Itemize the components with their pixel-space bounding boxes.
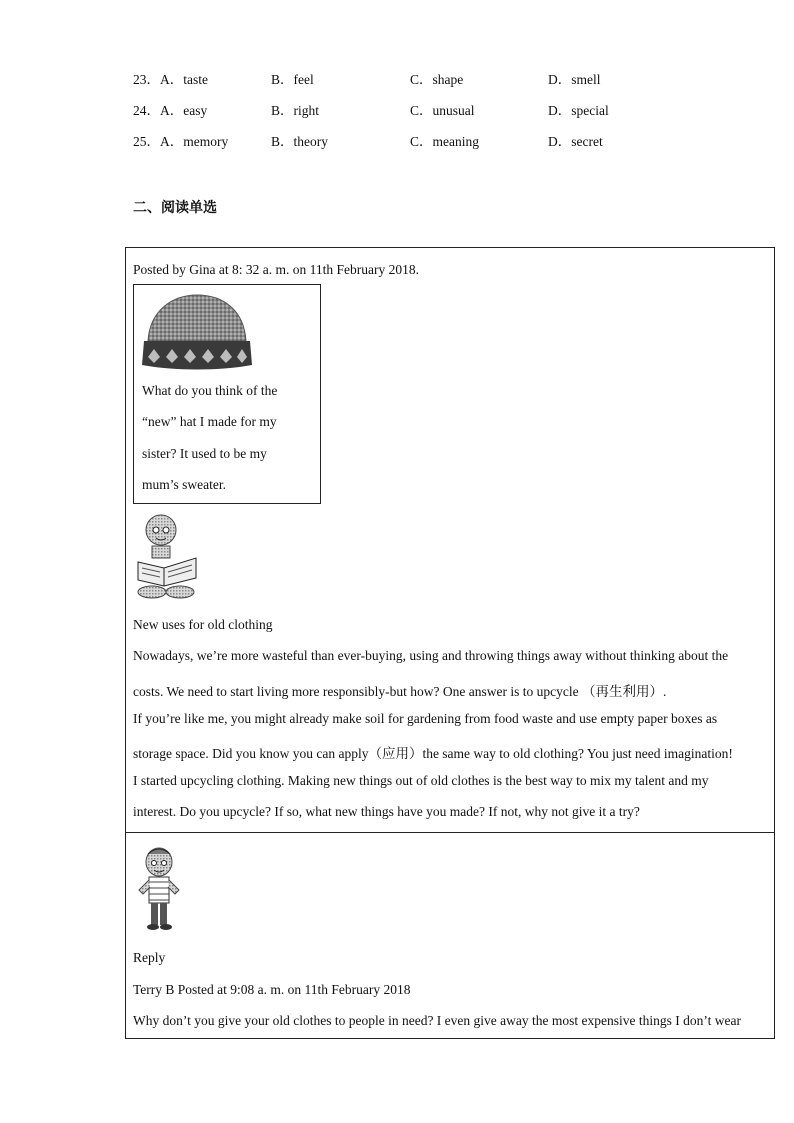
article-title: New uses for old clothing (133, 617, 273, 632)
section-title: 二、阅读单选 (133, 200, 217, 216)
option-a: A．taste (160, 72, 208, 87)
option-a: A．memory (160, 134, 229, 149)
row-divider (126, 832, 774, 833)
article-line: storage space. Did you know you can apply（应用）the same way to old clothing? You just need imagination! (133, 746, 733, 761)
reply-line: Why don’t you give your old clothes to people in need? I even give away the most expensive things I don’t wear (133, 1013, 741, 1028)
option-d: D．secret (548, 134, 603, 149)
hat-caption-line: “new” hat I made for my (142, 414, 277, 429)
article-line: costs. We need to start living more responsibly-but how? One answer is to upcycle （再生利用）. (133, 684, 667, 699)
article-line: If you’re like me, you might already make soil for gardening from food waste and use empty paper boxes as (133, 711, 718, 726)
reply-label: Reply (133, 950, 166, 965)
option-row-25 (0, 130, 794, 150)
hat-caption-line: mum’s sweater. (142, 477, 226, 492)
post-header: Posted by Gina at 8: 32 a. m. on 11th February 2018. (133, 262, 419, 277)
option-a: A．easy (160, 103, 208, 118)
option-b: B．theory (271, 134, 328, 149)
option-b: B．right (271, 103, 320, 118)
question-number: 24． (133, 103, 160, 118)
hat-caption-line: What do you think of the (142, 383, 278, 398)
article-line: interest. Do you upcycle? If so, what new things have you made? If not, why not give it a try? (133, 804, 640, 819)
reply-header: Terry B Posted at 9:08 a. m. on 11th February 2018 (133, 982, 411, 997)
knitted-hat-image (140, 291, 254, 371)
option-b: B．feel (271, 72, 314, 87)
hat-caption-line: sister? It used to be my (142, 446, 267, 461)
question-number: 25． (133, 134, 160, 149)
option-d: D．smell (548, 72, 601, 87)
option-row-24 (0, 99, 794, 119)
hat-caption-box (133, 284, 321, 504)
question-number: 23． (133, 72, 160, 87)
option-row-23 (0, 68, 794, 88)
article-line: Nowadays, we’re more wasteful than ever-buying, using and throwing things away without thinking about the (133, 648, 729, 663)
option-c: C．shape (410, 72, 464, 87)
option-c: C．unusual (410, 103, 475, 118)
reading-passage-table (125, 247, 775, 1039)
standing-boy-image (136, 846, 182, 932)
article-line: I started upcycling clothing. Making new things out of old clothes is the best way to mix my talent and my (133, 773, 709, 788)
option-d: D．special (548, 103, 609, 118)
option-c: C．meaning (410, 134, 479, 149)
reading-boy-image (134, 512, 202, 602)
